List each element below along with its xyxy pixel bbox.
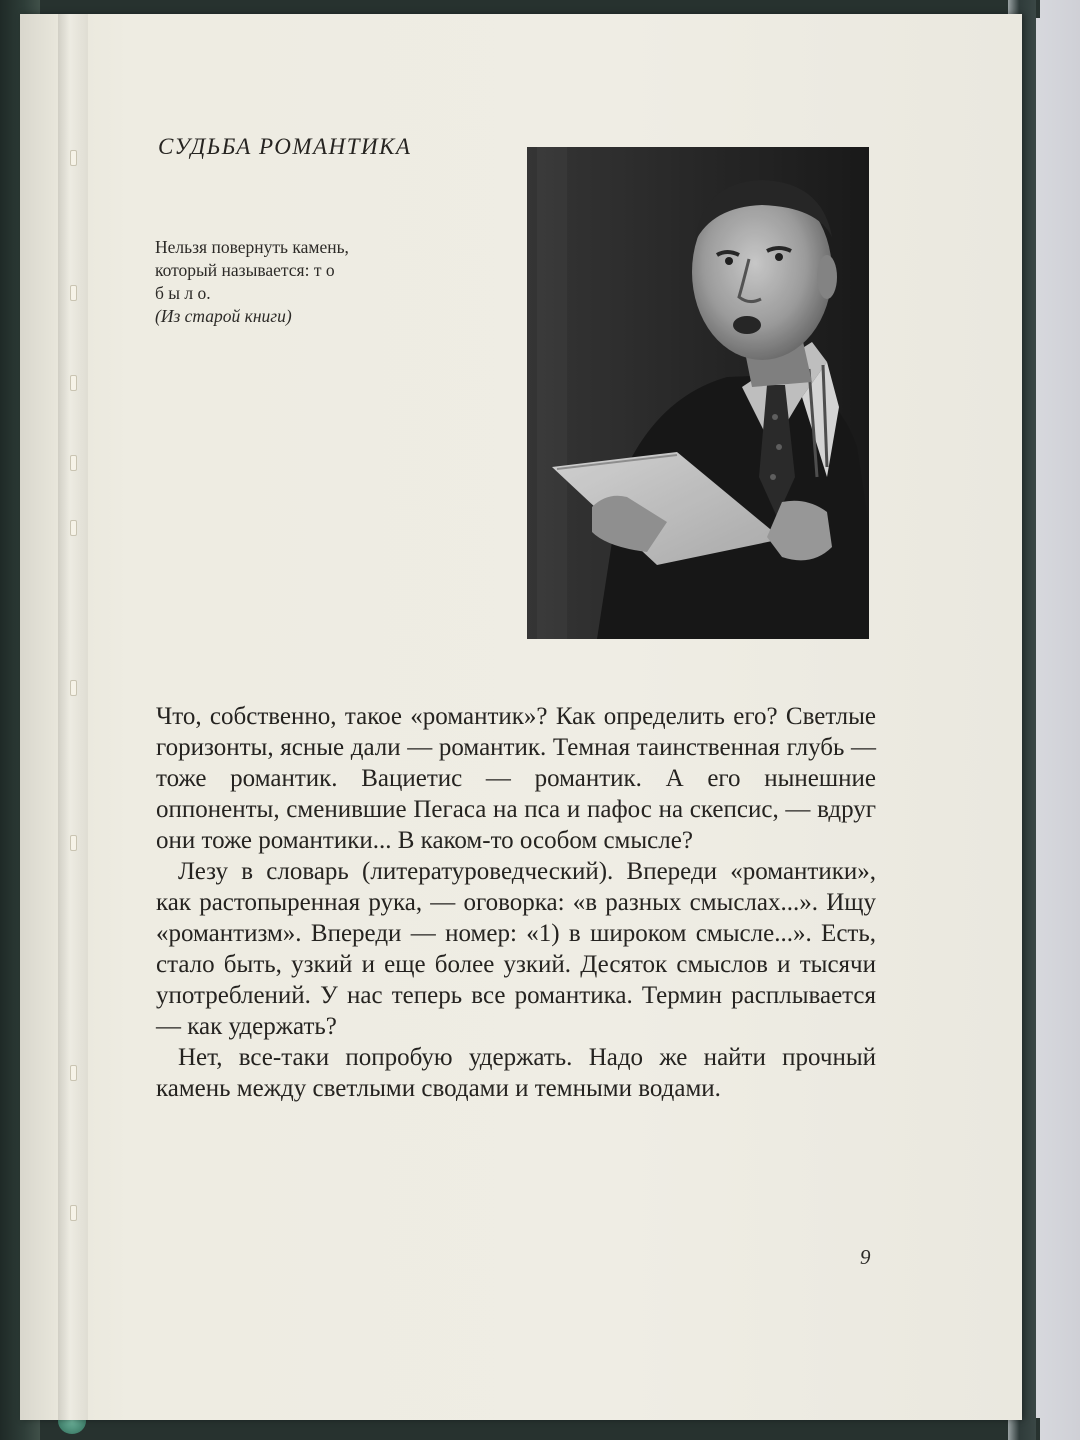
epigraph-line: б ы л о. <box>155 283 211 303</box>
binding-stitch-icon <box>70 520 77 536</box>
binding-stitch-icon <box>70 375 77 391</box>
binding-stitch-icon <box>70 285 77 301</box>
binding-stitch-icon <box>70 680 77 696</box>
chapter-title: СУДЬБА РОМАНТИКА <box>158 134 412 159</box>
portrait-photo <box>527 147 869 639</box>
epigraph <box>155 236 425 328</box>
epigraph-source: (Из старой книги) <box>155 306 292 326</box>
book-cover-bottom-edge <box>0 1418 1040 1440</box>
epigraph-line: который называется: т о <box>155 260 335 280</box>
paragraph: Нет, все-таки попробую удержать. Надо же найти прочный камень между светлыми сводами и темными водами. <box>156 1044 876 1102</box>
portrait-illustration <box>527 147 869 639</box>
paragraph: Лезу в словарь (литературоведческий). Впереди «романтики», как растопыренная рука, — оговорка: «в разных смыслах...». Ищу «романтизм». Впереди — номер: «1) в широком смысле...». Есть, стало быть, узкий и еще более узкий. Десяток смыслов и тысячи употреблений. У нас теперь все романтика. Термин расплывается — как удержать? <box>156 858 876 1040</box>
binding-stitch-icon <box>70 150 77 166</box>
binding-stitch-icon <box>70 1065 77 1081</box>
binding-stitch-icon <box>70 1205 77 1221</box>
binding-stitch-icon <box>70 835 77 851</box>
paragraph: Что, собственно, такое «романтик»? Как определить его? Светлые горизонты, ясные дали — романтик. Темная таинственная глубь — тоже романтик. Вациетис — романтик. А его нынешние оппоненты, сменившие Пегаса на пса и пафос на скепсис, — вдруг они тоже романтики... В каком-то особом смысле? <box>156 703 876 854</box>
page-number: 9 <box>860 1245 871 1269</box>
binding-stitch-icon <box>70 455 77 471</box>
body-text <box>156 701 876 1104</box>
epigraph-line: Нельзя повернуть камень, <box>155 237 349 257</box>
